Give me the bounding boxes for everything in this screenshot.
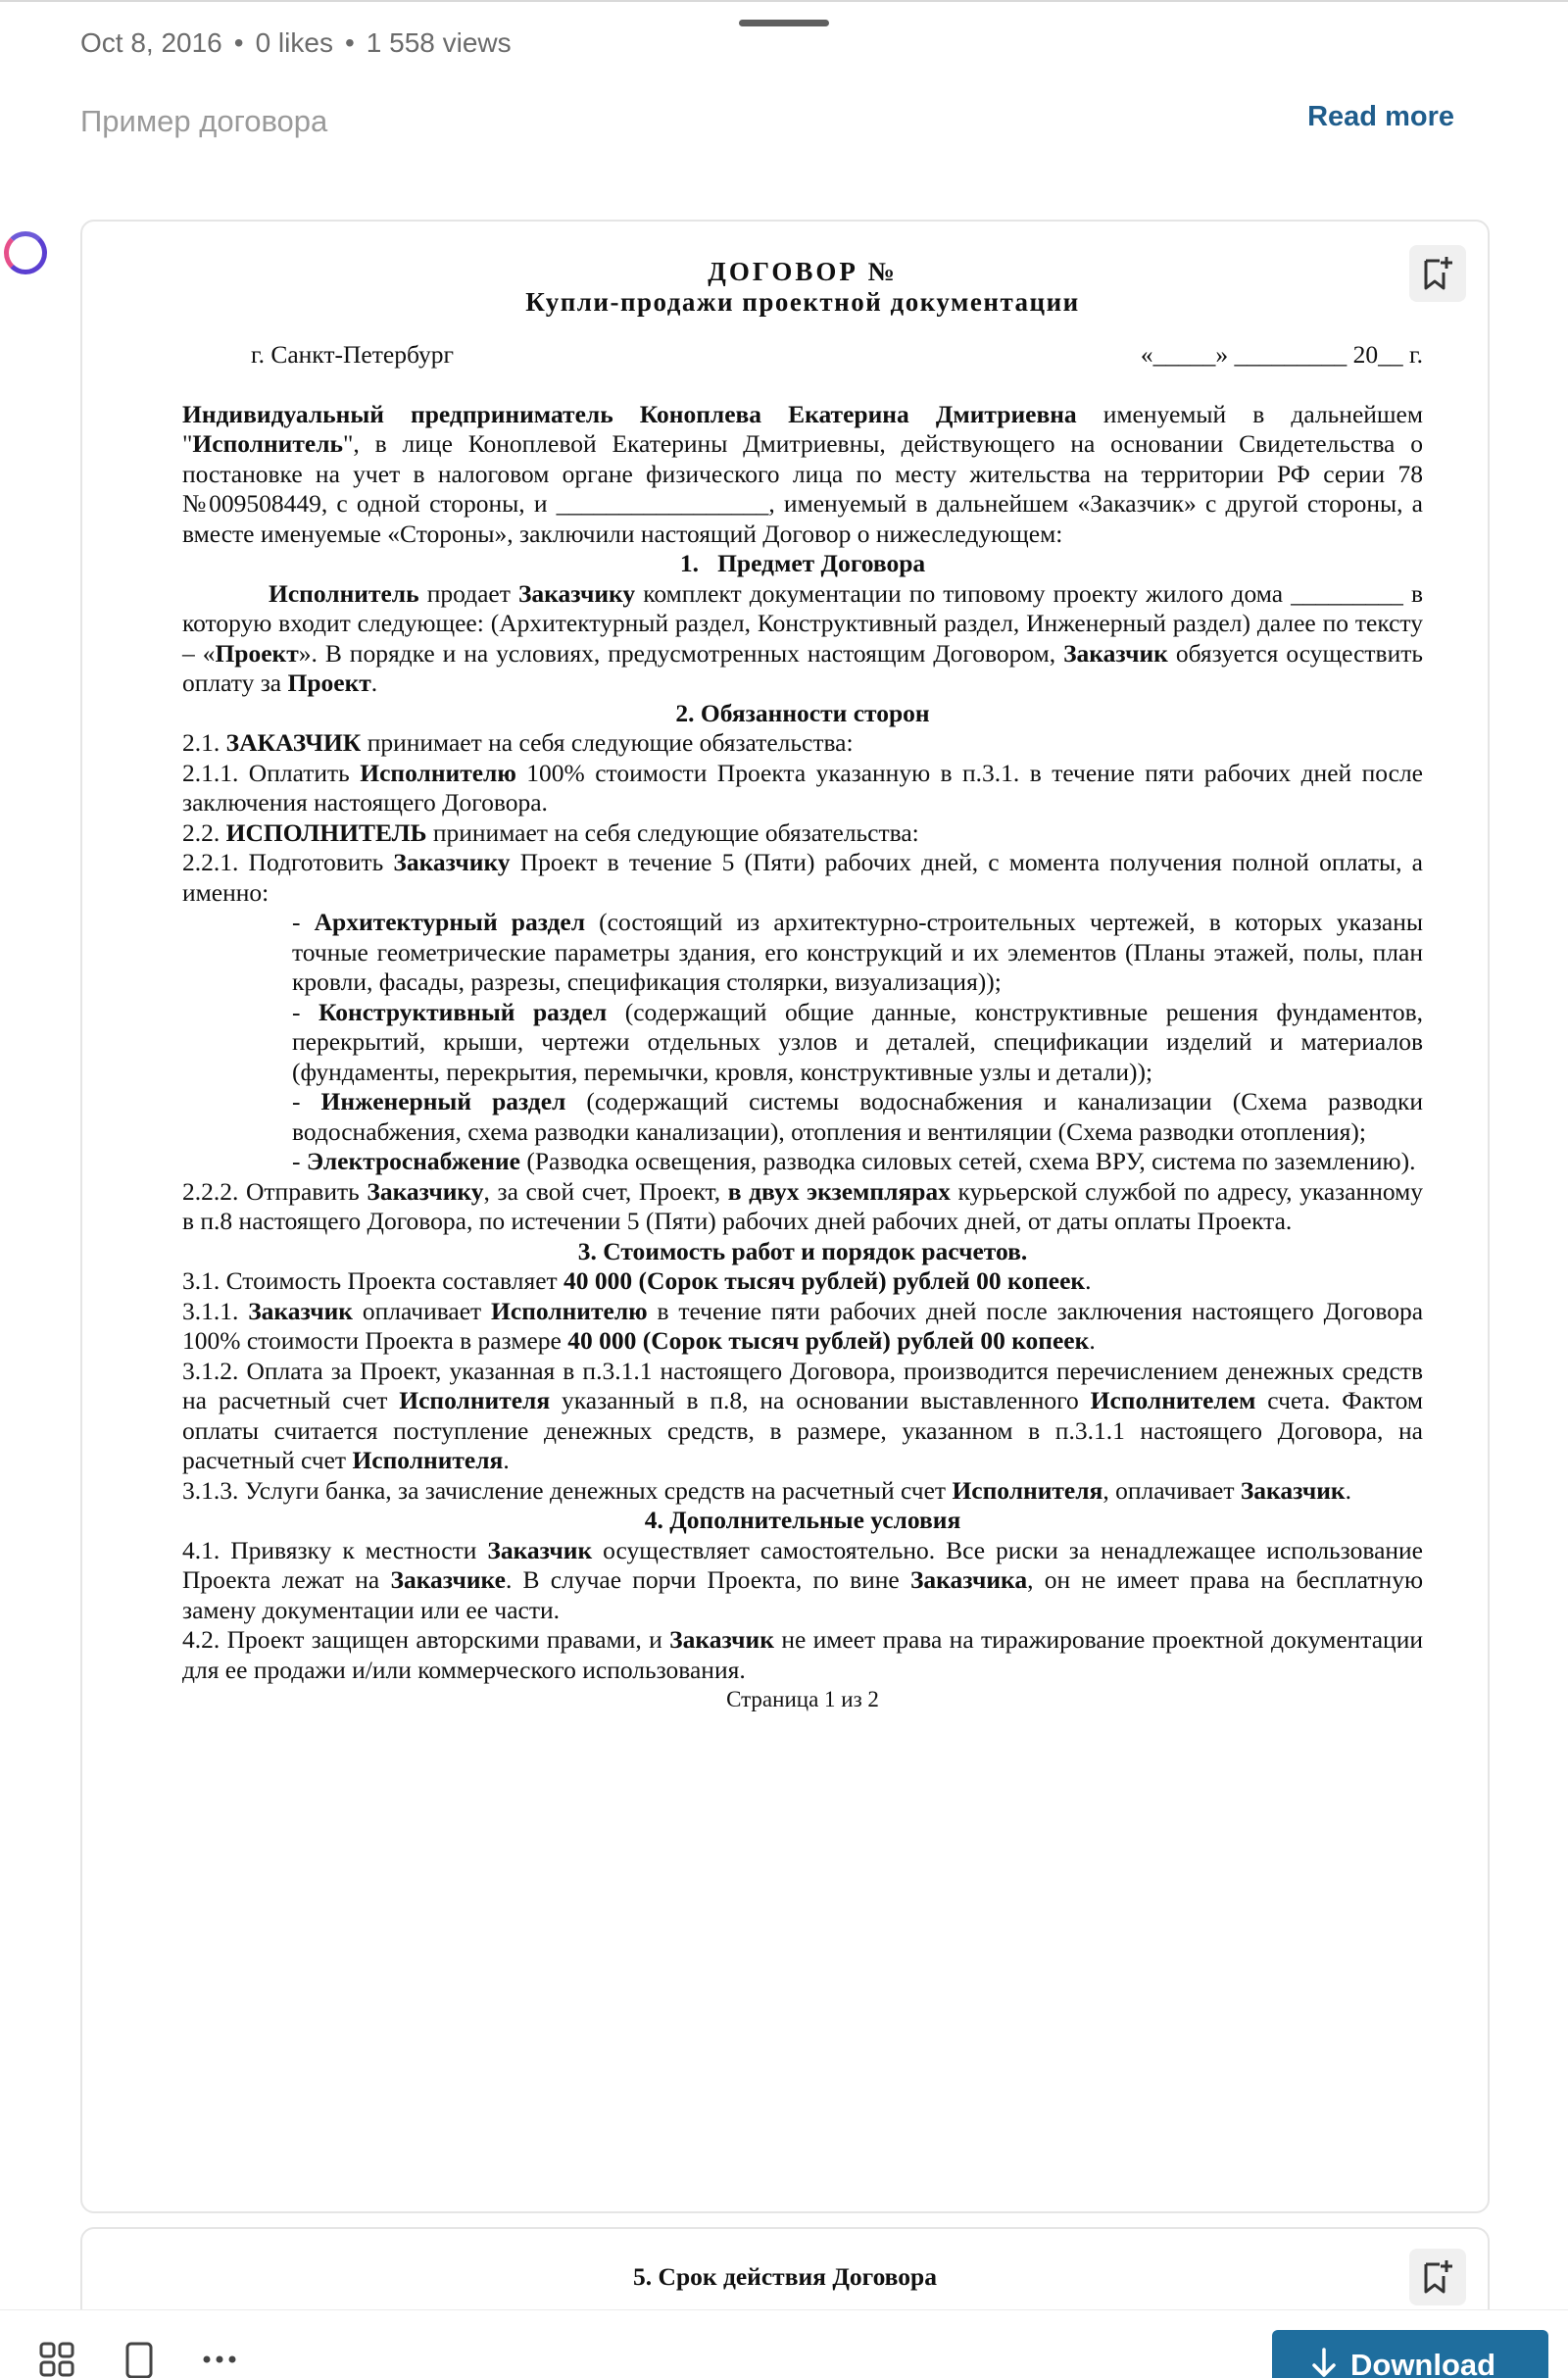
list-item: - Электроснабжение (Разводка освещения, разводка силовых сетей, схема ВРУ, система по заземлению). xyxy=(292,1147,1416,1175)
section-heading: 2. Обязанности сторон xyxy=(675,698,930,727)
download-button[interactable] xyxy=(1272,2330,1548,2378)
section-text: 3.1.3. Услуги банка, за зачисление денежных средств на расчетный счет Исполнителя, оплачивает Заказчик. xyxy=(182,1475,1351,1505)
section-heading: 4. Дополнительные условия xyxy=(644,1506,961,1534)
section-text: 3.1. Стоимость Проекта составляет 40 000 (Сорок тысяч рублей) рублей 00 копеек. xyxy=(182,1266,1092,1295)
contract-date-blank: «_____» _________ 20__ г. xyxy=(1140,340,1423,369)
contract-city: г. Санкт-Петербург xyxy=(251,340,454,369)
place-date-line xyxy=(182,340,1423,371)
drag-handle[interactable] xyxy=(739,20,829,26)
section-text: Исполнитель продает Заказчику комплект документации по типовому проекту жилого дома _________ в которую входит следующее: (Архитектурный раздел, Конструктивный раздел, Инженерный раздел) далее по тексту – «Проект». В порядке и на условиях, предусмотренных настоящим Договором, Заказчик обязуется осуществить оплату за Проект. xyxy=(182,578,1423,697)
contract-text xyxy=(182,257,1423,1715)
bottom-toolbar xyxy=(0,2309,1568,2378)
list-item: - Архитектурный раздел (состоящий из архитектурно-строительных чертежей, в которых указаны точные геометрические параметры здания, его конструкций и их элементов (Планы этажей, полы, план кровли, фасады, разрезы, спецификация столярки, визуализация)); xyxy=(292,908,1423,996)
likes-count: 0 likes xyxy=(255,27,333,58)
deliverables-list xyxy=(182,908,1423,1177)
list-item: - Конструктивный раздел (содержащий общие данные, конструктивные решения фундаментов, перекрытий, крыши, чертежи отдельных узлов и деталей, спецификации изделий и материалов (фундаменты, перекрытия, перемычки, кровля, конструктивные узлы и детали)); xyxy=(292,997,1423,1086)
download-label: Download xyxy=(1350,2348,1496,2378)
grid-view-button[interactable] xyxy=(37,2340,76,2378)
section-text: 2.1.1. Оплатить Исполнителю 100% стоимости Проекта указанную в п.3.1. в течение пяти рабочих дней после заключения настоящего Договора. xyxy=(182,758,1423,817)
read-more-link[interactable]: Read more xyxy=(1307,101,1454,132)
top-divider xyxy=(0,0,1568,2)
section-text: 2.1. ЗАКАЗЧИК принимает на себя следующие обязательства: xyxy=(182,728,854,757)
section-text: 2.2. ИСПОЛНИТЕЛЬ принимает на себя следующие обязательства: xyxy=(182,817,919,847)
section-heading: 3. Стоимость работ и порядок расчетов. xyxy=(577,1236,1028,1265)
section-heading: 5. Срок действия Договора xyxy=(633,2262,937,2291)
document-meta xyxy=(80,27,512,59)
loading-spinner-icon xyxy=(4,231,47,274)
section-heading: 1. Предмет Договора xyxy=(679,549,926,577)
page-view-button[interactable] xyxy=(120,2340,159,2378)
section-text: 4.1. Привязку к местности Заказчик осуществляет самостоятельно. Все риски за ненадлежащее использование Проекта лежат на Заказчике. В случае порчи Проекта, по вине Заказчика, он не имеет права на бесплатную замену документации или ее части. xyxy=(182,1535,1423,1624)
section-text: 3.1.2. Оплата за Проект, указанная в п.3.1.1 настоящего Договора, производится перечислением денежных средств на расчетный счет Исполнителя указанный в п.8, на основании выставленного Исполнителем счета. Фактом оплаты считается поступление денежных средств, в размере, указанном в п.3.1.1 настоящего Договора, на расчетный счет Исполнителя. xyxy=(182,1356,1423,1474)
page-icon xyxy=(124,2341,154,2378)
views-count: 1 558 views xyxy=(366,27,512,58)
document-description: Пример договора xyxy=(80,104,328,138)
meta-separator: • xyxy=(344,27,355,58)
bookmark-plus-icon xyxy=(1421,255,1454,292)
section-text: 4.2. Проект защищен авторскими правами, и Заказчик не имеет права на тиражирование проектной документации для ее продажи и/или коммерческого использования. xyxy=(182,1625,1423,1684)
page-number: Страница 1 из 2 xyxy=(726,1687,879,1711)
document-page-1 xyxy=(80,220,1490,2213)
upload-date: Oct 8, 2016 xyxy=(80,27,222,58)
contract-preamble: Индивидуальный предприниматель Коноплева Екатерина Дмитриевна именуемый в дальнейшем "Исполнитель", в лице Коноплевой Екатерины Дмитриевны, действующего на основании Свидетельства о постановке на учет в налоговом органе физического лица по месту жительства на территории РФ серии 78 №009508449, с одной стороны, и _________________, именуемый в дальнейшем «Заказчик» с другой стороны, а вместе именуемые «Стороны», заключили настоящий Договор о нижеследующем: xyxy=(182,399,1423,548)
section-text: 2.2.2. Отправить Заказчику, за свой счет, Проект, в двух экземплярах курьерской службой по адресу, указанному в п.8 настоящего Договора, по истечении 5 (Пяти) рабочих дней рабочих дней, от даты оплаты Проекта. xyxy=(182,1176,1423,1235)
contract-title: ДОГОВОР № xyxy=(708,257,898,286)
download-arrow-icon xyxy=(1311,2348,1337,2378)
section-text: 2.2.1. Подготовить Заказчику Проект в течение 5 (Пяти) рабочих дней, с момента получения полной оплаты, а именно: xyxy=(182,848,1423,907)
contract-subtitle: Купли-продажи проектной документации xyxy=(525,286,1080,317)
list-item: - Инженерный раздел (содержащий системы водоснабжения и канализации (Схема разводки водоснабжения, схема разводки канализации), отопления и вентиляции (Схема разводки отопления); xyxy=(292,1087,1423,1146)
grid-icon xyxy=(38,2341,75,2378)
more-options-button[interactable] xyxy=(200,2340,239,2378)
section-text: 3.1.1. Заказчик оплачивает Исполнителю в течение пяти рабочих дней после заключения настоящего Договора 100% стоимости Проекта в размере 40 000 (Сорок тысяч рублей) рублей 00 копеек. xyxy=(182,1296,1424,1355)
more-icon xyxy=(202,2353,237,2365)
meta-separator: • xyxy=(233,27,244,58)
